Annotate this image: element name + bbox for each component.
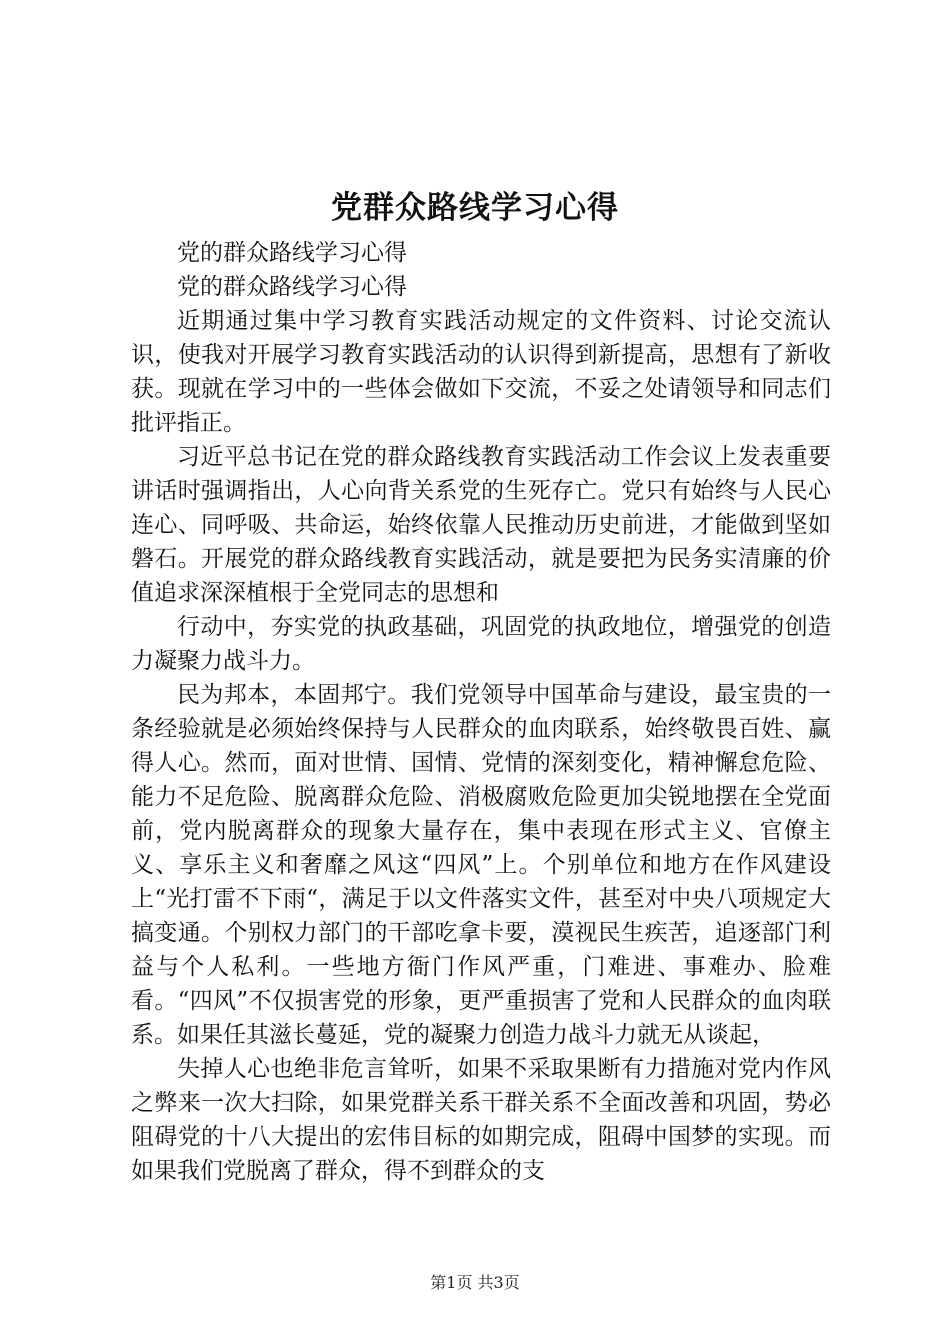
document-title: 党群众路线学习心得: [331, 190, 619, 226]
document-body: [131, 236, 831, 1188]
paragraph: 近期通过集中学习教育实践活动规定的文件资料、讨论交流认识，使我对开展学习教育实践活动的认识得到新提高，思想有了新收获。现就在学习中的一些体会做如下交流，不妥之处请领导和同志们批评指正。: [131, 308, 831, 436]
paragraph: 党的群众路线学习心得: [177, 240, 407, 266]
paragraph: 行动中，夯实党的执政基础，巩固党的执政地位，增强党的创造力凝聚力战斗力。: [131, 614, 831, 674]
paragraph: 党的群众路线学习心得: [177, 274, 407, 300]
paragraph: 失掉人心也绝非危言耸听，如果不采取果断有力措施对党内作风之弊来一次大扫除，如果党群关系干群关系不全面改善和巩固，势必阻碍党的十八大提出的宏伟目标的如期完成，阻碍中国梦的实现。而如果我们党脱离了群众，得不到群众的支: [131, 1056, 831, 1184]
paragraph: 民为邦本，本固邦宁。我们党领导中国革命与建设，最宝贵的一条经验就是必须始终保持与人民群众的血肉联系，始终敬畏百姓、赢得人心。然而，面对世情、国情、党情的深刻变化，精神懈怠危险、能力不足危险、脱离群众危险、消极腐败危险更加尖锐地摆在全党面前，党内脱离群众的现象大量存在，集中表现在形式主义、官僚主义、享乐主义和奢靡之风这“四风”上。个别单位和地方在作风建设上“光打雷不下雨“，满足于以文件落实文件，甚至对中央八项规定大搞变通。个别权力部门的干部吃拿卡要，漠视民生疾苦，追逐部门利益与个人私利。一些地方衙门作风严重，门难进、事难办、脸难看。“四风”不仅损害党的形象，更严重损害了党和人民群众的血肉联系。如果任其滋长蔓延，党的凝聚力创造力战斗力就无从谈起，: [131, 682, 831, 1048]
page-footer: 第1页 共3页: [430, 1273, 520, 1292]
paragraph: 习近平总书记在党的群众路线教育实践活动工作会议上发表重要讲话时强调指出，人心向背关系党的生死存亡。党只有始终与人民心连心、同呼吸、共命运，始终依靠人民推动历史前进，才能做到坚如磐石。开展党的群众路线教育实践活动，就是要把为民务实清廉的价值追求深深植根于全党同志的思想和: [131, 444, 831, 606]
